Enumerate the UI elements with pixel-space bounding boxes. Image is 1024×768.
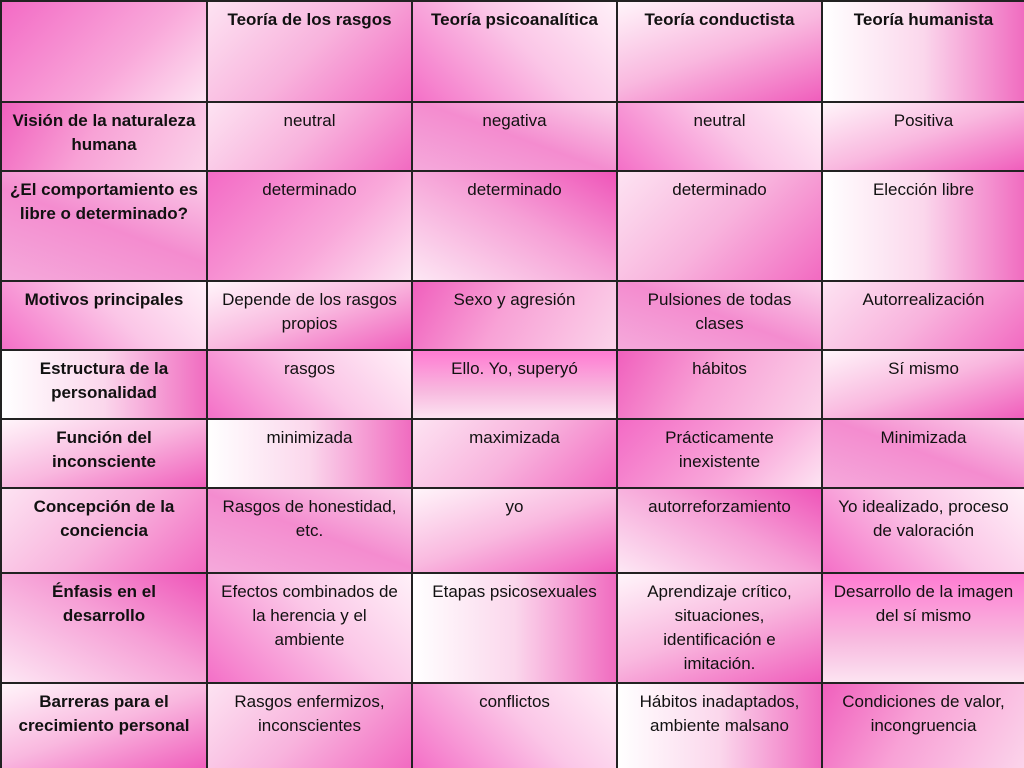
table-cell: maximizada bbox=[412, 419, 617, 488]
row-label: Visión de la naturaleza humana bbox=[1, 102, 207, 171]
table-cell: neutral bbox=[617, 102, 822, 171]
table-cell: Depende de los rasgos propios bbox=[207, 281, 412, 350]
table-cell: Autorrealización bbox=[822, 281, 1024, 350]
table-cell: Desarrollo de la imagen del sí mismo bbox=[822, 573, 1024, 683]
header-cell-rasgos: Teoría de los rasgos bbox=[207, 1, 412, 102]
table-row bbox=[1, 171, 1024, 281]
table-row bbox=[1, 281, 1024, 350]
table-cell: Condiciones de valor, incongruencia bbox=[822, 683, 1024, 768]
table-cell: minimizada bbox=[207, 419, 412, 488]
table-cell: Yo idealizado, proceso de valoración bbox=[822, 488, 1024, 573]
header-cell-humanista: Teoría humanista bbox=[822, 1, 1024, 102]
table-cell: Rasgos enfermizos, inconscientes bbox=[207, 683, 412, 768]
table-row bbox=[1, 350, 1024, 419]
header-cell-psicoanalitica: Teoría psicoanalítica bbox=[412, 1, 617, 102]
table-header-row bbox=[1, 1, 1024, 102]
table-row bbox=[1, 102, 1024, 171]
row-label: Barreras para el crecimiento personal bbox=[1, 683, 207, 768]
table-cell: Aprendizaje crítico, situaciones, identificación e imitación. bbox=[617, 573, 822, 683]
table-cell: Minimizada bbox=[822, 419, 1024, 488]
table-cell: Hábitos inadaptados, ambiente malsano bbox=[617, 683, 822, 768]
table-row bbox=[1, 683, 1024, 768]
row-label: Estructura de la personalidad bbox=[1, 350, 207, 419]
table-cell: autorreforzamiento bbox=[617, 488, 822, 573]
table-row bbox=[1, 488, 1024, 573]
table-cell: yo bbox=[412, 488, 617, 573]
table-cell: Elección libre bbox=[822, 171, 1024, 281]
row-label: ¿El comportamiento es libre o determinado? bbox=[1, 171, 207, 281]
row-label: Énfasis en el desarrollo bbox=[1, 573, 207, 683]
table-cell: rasgos bbox=[207, 350, 412, 419]
row-label: Concepción de la conciencia bbox=[1, 488, 207, 573]
table-cell: negativa bbox=[412, 102, 617, 171]
table-cell: Pulsiones de todas clases bbox=[617, 281, 822, 350]
table-cell: Etapas psicosexuales bbox=[412, 573, 617, 683]
table-cell: determinado bbox=[617, 171, 822, 281]
header-cell-conductista: Teoría conductista bbox=[617, 1, 822, 102]
table-cell: Positiva bbox=[822, 102, 1024, 171]
table-cell: determinado bbox=[412, 171, 617, 281]
header-corner-cell bbox=[1, 1, 207, 102]
table-row bbox=[1, 573, 1024, 683]
table-cell: determinado bbox=[207, 171, 412, 281]
table-cell: Sexo y agresión bbox=[412, 281, 617, 350]
table-cell: hábitos bbox=[617, 350, 822, 419]
table-cell: Sí mismo bbox=[822, 350, 1024, 419]
row-label: Función del inconsciente bbox=[1, 419, 207, 488]
table-cell: conflictos bbox=[412, 683, 617, 768]
table-cell: neutral bbox=[207, 102, 412, 171]
table-row bbox=[1, 419, 1024, 488]
table-cell: Efectos combinados de la herencia y el ambiente bbox=[207, 573, 412, 683]
table-cell: Prácticamente inexistente bbox=[617, 419, 822, 488]
row-label: Motivos principales bbox=[1, 281, 207, 350]
table-cell: Rasgos de honestidad, etc. bbox=[207, 488, 412, 573]
table-cell: Ello. Yo, superyó bbox=[412, 350, 617, 419]
